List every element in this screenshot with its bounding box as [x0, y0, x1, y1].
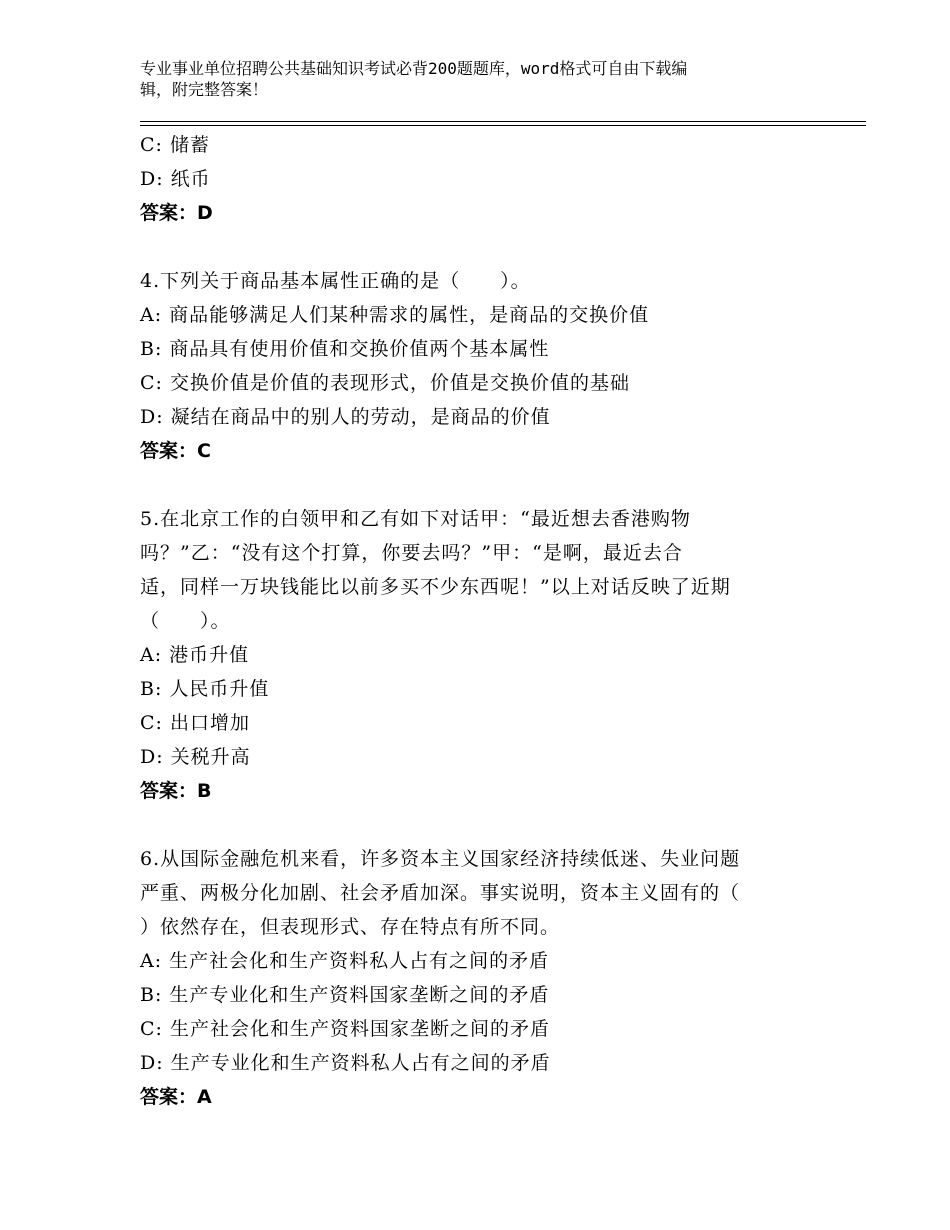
option-a: A: 商品能够满足人们某种需求的属性，是商品的交换价值 [140, 304, 650, 326]
question-content [140, 128, 866, 1114]
spacer [140, 230, 866, 264]
answer-label: 答案：D [140, 202, 213, 224]
question-stem-line: 6.从国际金融危机来看，许多资本主义国家经济持续低迷、失业问题 [140, 848, 741, 870]
option-d: D: 凝结在商品中的别人的劳动，是商品的价值 [140, 406, 551, 428]
question-stem-line: 严重、两极分化加剧、社会矛盾加深。事实说明，资本主义固有的（ [140, 882, 741, 904]
question-4 [140, 264, 866, 468]
option-a: A: 生产社会化和生产资料私人占有之间的矛盾 [140, 950, 550, 972]
question-stem: 4.下列关于商品基本属性正确的是（ ）。 [140, 270, 531, 292]
option-a: A: 港币升值 [140, 644, 250, 666]
header-line-2: 辑，附完整答案！ [140, 80, 269, 99]
option-d: D: 纸币 [140, 168, 211, 190]
spacer [140, 808, 866, 842]
question-stem-line: （ ）。 [140, 610, 231, 632]
option-c: C: 生产社会化和生产资料国家垄断之间的矛盾 [140, 1018, 550, 1040]
header-divider-bottom [140, 125, 866, 126]
option-d: D: 生产专业化和生产资料私人占有之间的矛盾 [140, 1052, 551, 1074]
question-stem-line: 5.在北京工作的白领甲和乙有如下对话甲：“最近想去香港购物 [140, 508, 691, 530]
answer-label: 答案：A [140, 1086, 212, 1108]
page-header [140, 58, 800, 100]
option-b: B: 人民币升值 [140, 678, 270, 700]
answer-label: 答案：C [140, 440, 211, 462]
option-b: B: 商品具有使用价值和交换价值两个基本属性 [140, 338, 550, 360]
option-c: C: 储蓄 [140, 134, 210, 156]
answer-label: 答案：B [140, 780, 212, 802]
header-line-1: 专业事业单位招聘公共基础知识考试必背200题题库，word格式可自由下载编 [140, 59, 688, 78]
question-stem-line: 适，同样一万块钱能比以前多买不少东西呢！”以上对话反映了近期 [140, 576, 731, 598]
spacer [140, 468, 866, 502]
option-c: C: 交换价值是价值的表现形式，价值是交换价值的基础 [140, 372, 630, 394]
option-c: C: 出口增加 [140, 712, 250, 734]
question-stem-line: 吗？”乙：“没有这个打算，你要去吗？”甲：“是啊，最近去合 [140, 542, 683, 564]
question-6 [140, 842, 866, 1114]
question-5 [140, 502, 866, 808]
question-stem-line: ）依然存在，但表现形式、存在特点有所不同。 [140, 916, 561, 938]
header-divider-top [140, 121, 866, 122]
option-d: D: 关税升高 [140, 746, 251, 768]
option-b: B: 生产专业化和生产资料国家垄断之间的矛盾 [140, 984, 550, 1006]
